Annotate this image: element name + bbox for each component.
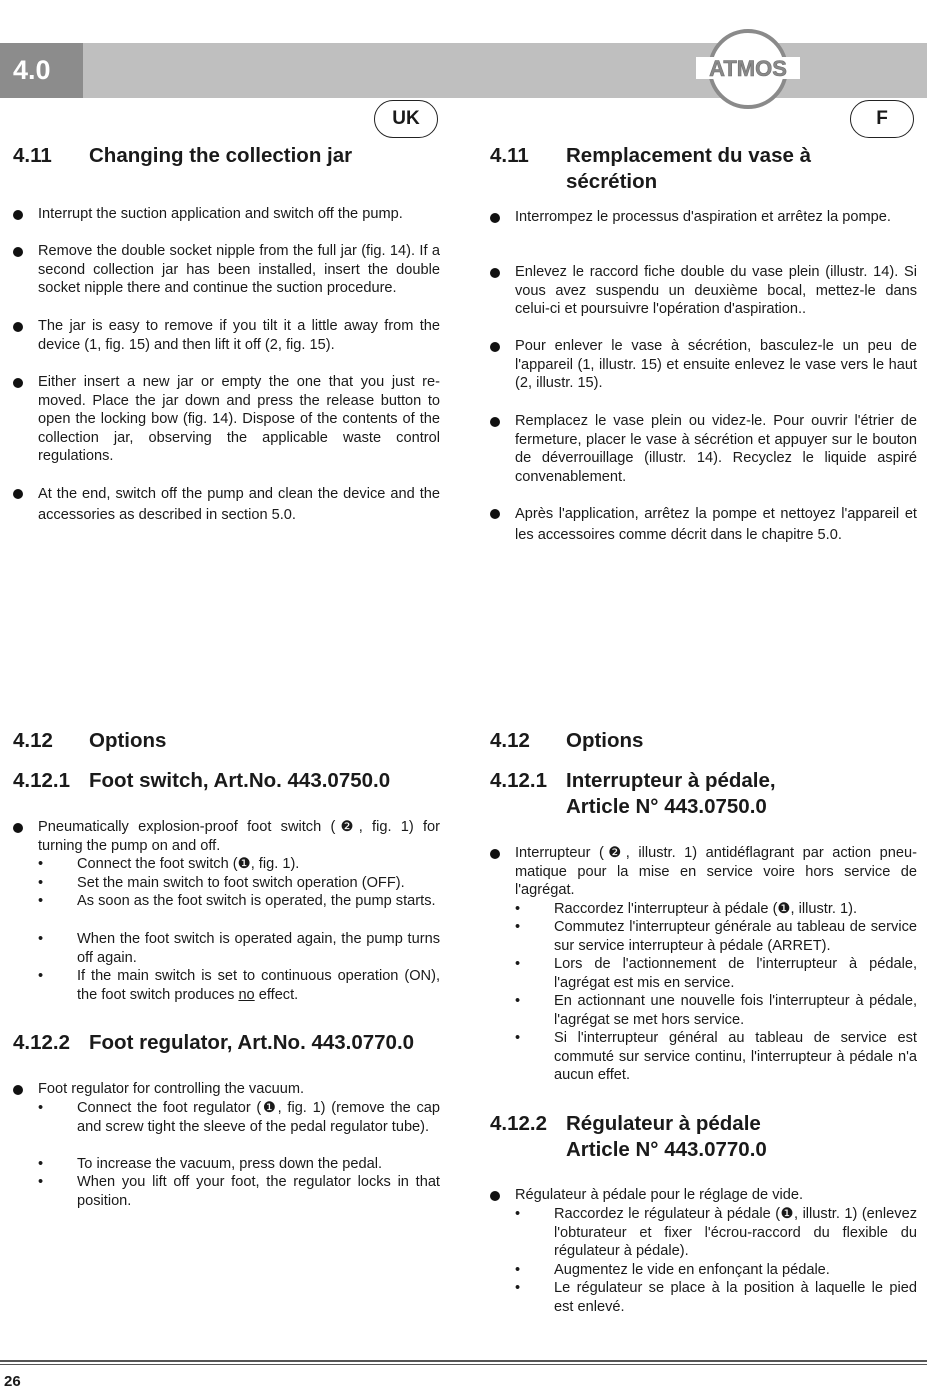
- language-badge-fr: F: [850, 100, 914, 138]
- bullet-icon: [490, 1191, 500, 1201]
- language-badge-uk: UK: [374, 100, 438, 138]
- bullet-icon: [13, 322, 23, 332]
- bullet-icon: [490, 417, 500, 427]
- bullet-icon: [13, 489, 23, 499]
- bullet-icon: [13, 210, 23, 220]
- footer-divider: [0, 1364, 927, 1365]
- logo-text: ATMOS: [709, 56, 787, 81]
- bullet-icon: [490, 509, 500, 519]
- bullet-icon: [13, 378, 23, 388]
- footer-divider: [0, 1360, 927, 1362]
- bullet-icon: [490, 849, 500, 859]
- atmos-logo: [694, 27, 802, 111]
- bullet-icon: [13, 823, 23, 833]
- bullet-icon: [490, 268, 500, 278]
- bullet-icon: [490, 342, 500, 352]
- bullet-icon: [13, 247, 23, 257]
- bullet-icon: [13, 1085, 23, 1095]
- chapter-number: 4.0: [0, 43, 83, 98]
- bullet-icon: [490, 213, 500, 223]
- page-number: 26: [4, 1373, 21, 1390]
